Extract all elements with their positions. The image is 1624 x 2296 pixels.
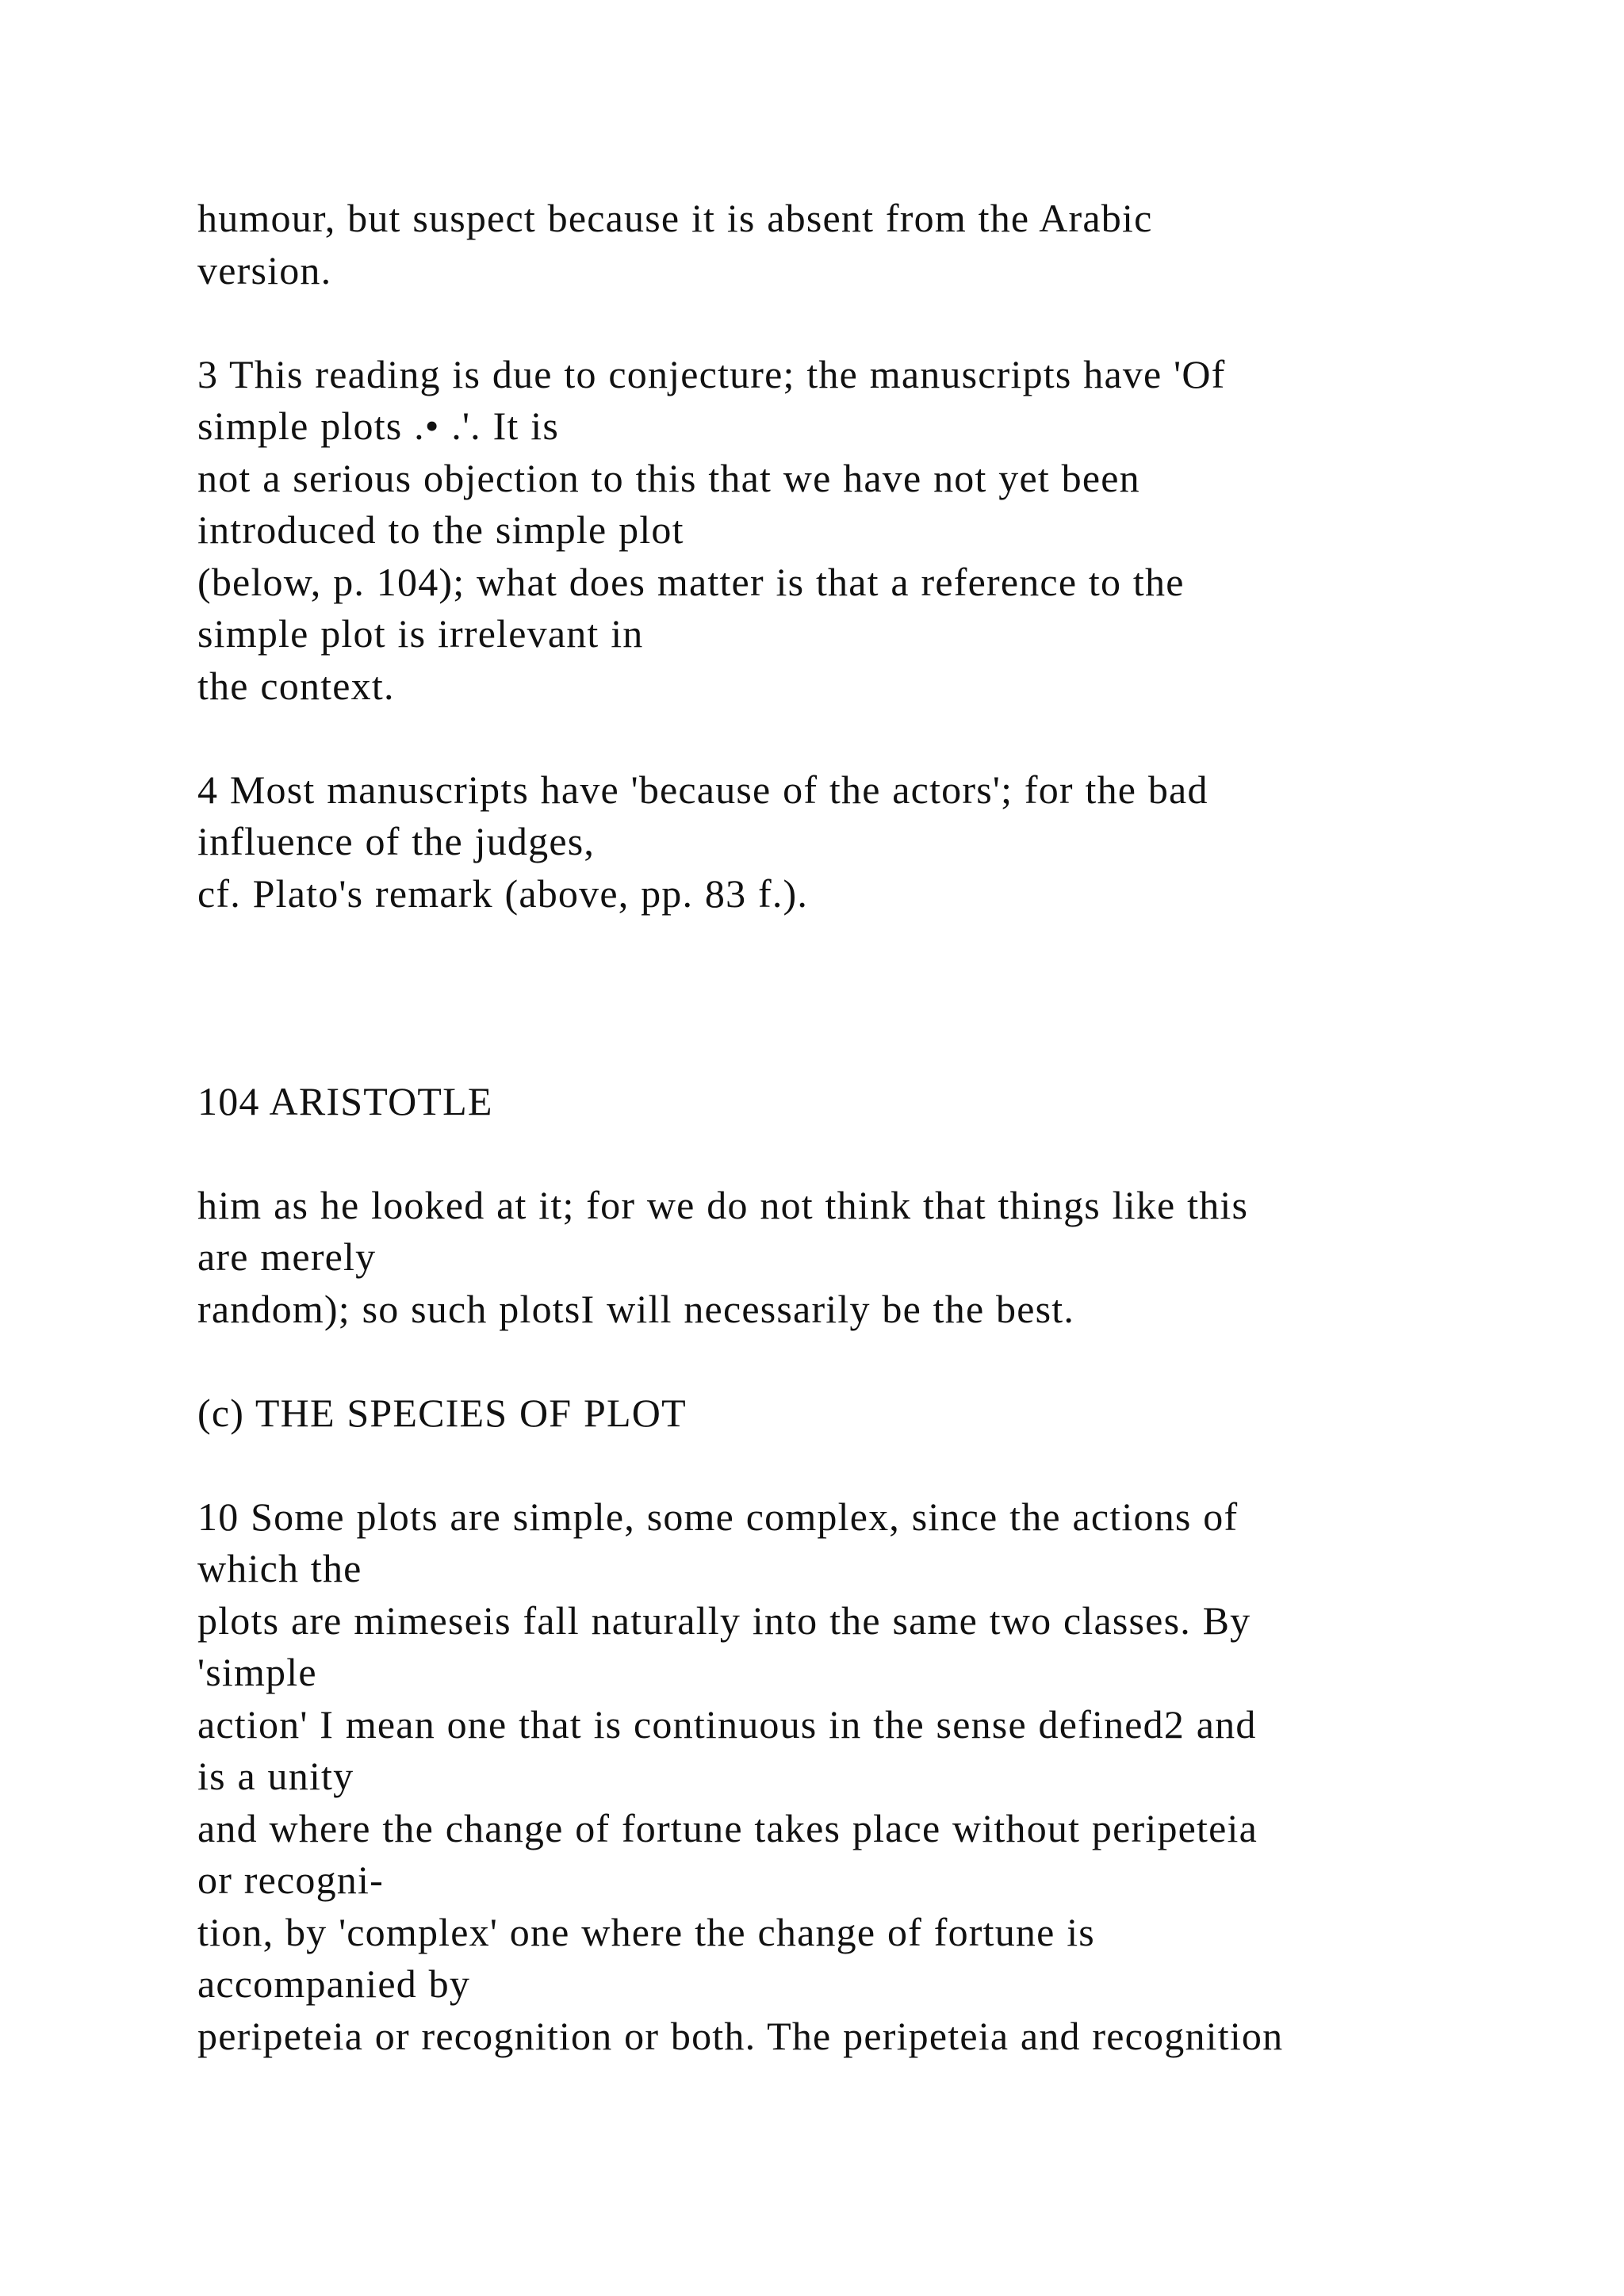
- text-line: action' I mean one that is continuous in the sense defined2 and: [197, 1701, 1257, 1747]
- footnote-4: [197, 764, 1593, 920]
- footnote-2-continuation: [197, 193, 1593, 297]
- running-head: 104 ARISTOTLE: [197, 1078, 493, 1123]
- footnote-3: [197, 349, 1593, 713]
- text-line: simple plot is irrelevant in: [197, 611, 644, 656]
- blank-line: [197, 1439, 1593, 1491]
- text-line: (below, p. 104); what does matter is that a reference to the: [197, 559, 1185, 604]
- text-line: version.: [197, 247, 332, 293]
- text-line: the context.: [197, 663, 395, 708]
- section-heading: (c) THE SPECIES OF PLOT: [197, 1390, 687, 1435]
- text-line: and where the change of fortune takes place without peripeteia: [197, 1805, 1258, 1850]
- blank-line: [197, 1335, 1593, 1387]
- text-line: introduced to the simple plot: [197, 507, 684, 552]
- text-line: which the: [197, 1546, 362, 1590]
- text-line: 'simple: [197, 1650, 317, 1694]
- text-line: him as he looked at it; for we do not think that things like this: [197, 1182, 1249, 1227]
- text-line: tion, by 'complex' one where the change of fortune is: [197, 1909, 1095, 1954]
- page-text: [197, 193, 1593, 2062]
- text-line: random); so such plotsI will necessarily be the best.: [197, 1286, 1075, 1331]
- blank-line: [197, 297, 1593, 349]
- text-line: plots are mimeseis fall naturally into the same two classes. By: [197, 1598, 1251, 1643]
- body-paragraph: [197, 1180, 1593, 1336]
- blank-line: [197, 712, 1593, 764]
- text-line: are merely: [197, 1234, 377, 1279]
- text-line: or recogni-: [197, 1858, 384, 1902]
- text-line: influence of the judges,: [197, 819, 596, 863]
- text-line: 4 Most manuscripts have 'because of the actors'; for the bad: [197, 767, 1208, 812]
- text-line: peripeteia or recognition or both. The peripeteia and recognition: [197, 2013, 1284, 2058]
- text-line: humour, but suspect because it is absent from the Arabic: [197, 196, 1153, 240]
- text-line: 3 This reading is due to conjecture; the manuscripts have 'Of: [197, 351, 1226, 396]
- text-line: cf. Plato's remark (above, pp. 83 f.).: [197, 871, 809, 916]
- text-line: 10 Some plots are simple, some complex, since the actions of: [197, 1494, 1239, 1539]
- text-line: accompanied by: [197, 1961, 471, 2006]
- body-paragraph: [197, 1491, 1593, 2063]
- text-line: not a serious objection to this that we have not yet been: [197, 455, 1140, 500]
- page-break-gap: [197, 920, 1593, 1076]
- text-line: simple plots .• .'. It is: [197, 404, 559, 448]
- blank-line: [197, 1127, 1593, 1180]
- text-line: is a unity: [197, 1754, 354, 1798]
